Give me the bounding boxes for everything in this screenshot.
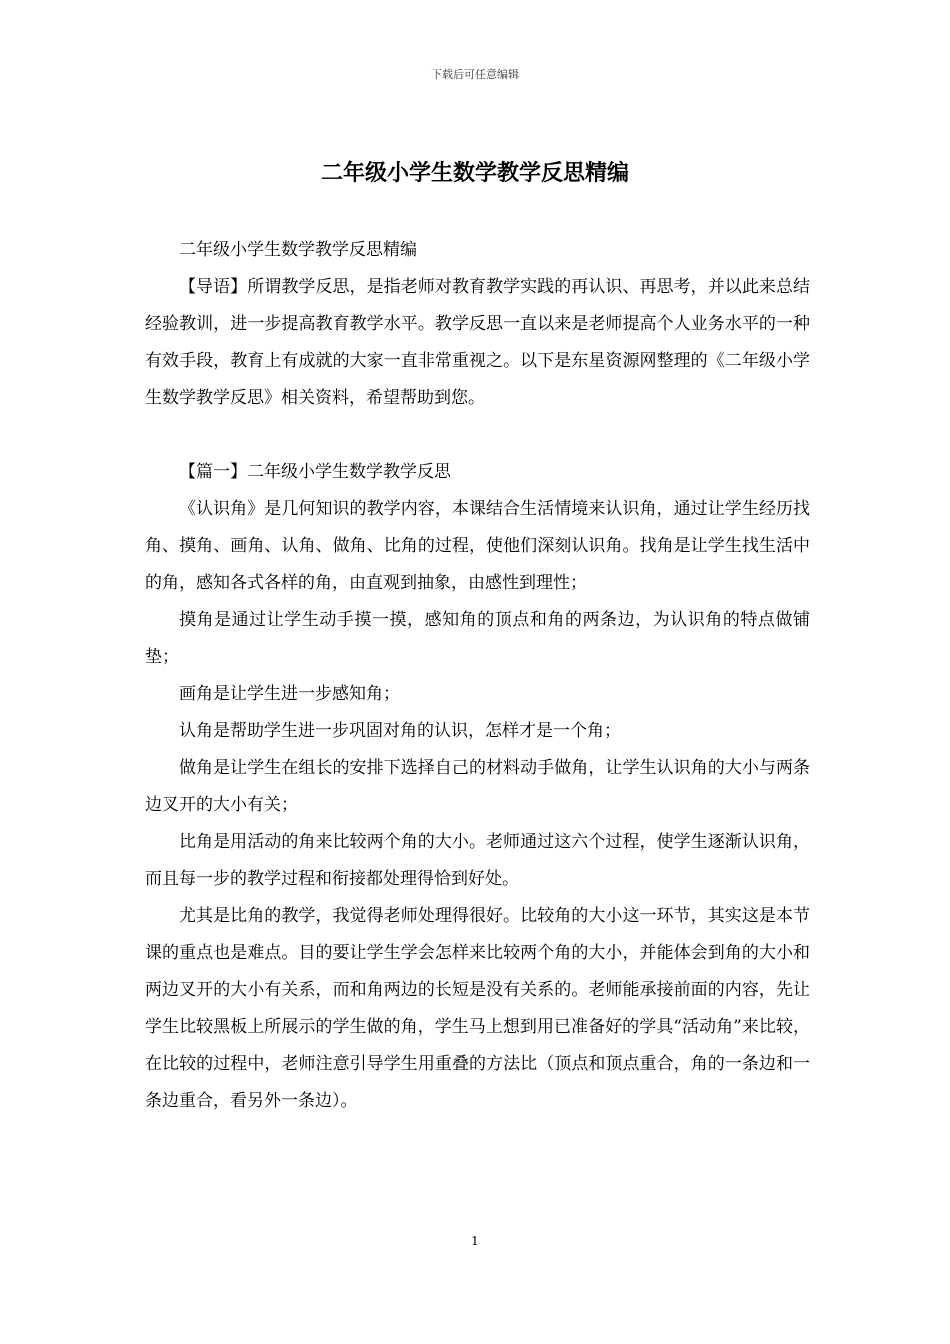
paragraph-intro: 【导语】所谓教学反思，是指老师对教育教学实践的再认识、再思考，并以此来总结经验教训，进一步提高教育教学水平。教学反思一直以来是老师提高个人业务水平的一种有效手段，教育上有成就的大家一直非常重视之。以下是东星资源网整理的《二年级小学生数学教学反思》相关资料，希望帮助到您。 (145, 277, 810, 408)
document-title: 二年级小学生数学教学反思精编 (320, 161, 629, 186)
paragraph: 做角是让学生在组长的安排下选择自己的材料动手做角，让学生认识角的大小与两条边叉开的大小有关； (145, 758, 810, 815)
document-body (145, 232, 810, 1120)
paragraph: 《认识角》是几何知识的教学内容，本课结合生活情境来认识角，通过让学生经历找角、摸角、画角、认角、做角、比角的过程，使他们深刻认识角。找角是让学生找生活中的角，感知各式各样的角，由直观到抽象，由感性到理性； (145, 499, 810, 593)
paragraph: 摸角是通过让学生动手摸一摸，感知角的顶点和角的两条边，为认识角的特点做铺垫； (145, 610, 810, 667)
page-header-note: 下载后可任意编辑 (431, 68, 519, 81)
paragraph: 画角是让学生进一步感知角； (179, 684, 400, 704)
paragraph-subtitle: 二年级小学生数学教学反思精编 (179, 240, 417, 260)
page-number: 1 (471, 1234, 479, 1248)
paragraph: 比角是用活动的角来比较两个角的大小。老师通过这六个过程，使学生逐渐认识角，而且每一步的教学过程和衔接都处理得恰到好处。 (145, 832, 810, 889)
paragraph: 认角是帮助学生进一步巩固对角的认识，怎样才是一个角； (179, 721, 621, 741)
paragraph: 尤其是比角的教学，我觉得老师处理得很好。比较角的大小这一环节，其实这是本节课的重点也是难点。目的要让学生学会怎样来比较两个角的大小，并能体会到角的大小和两边叉开的大小有关系，而和角两边的长短是没有关系的。老师能承接前面的内容，先让学生比较黑板上所展示的学生做的角，学生马上想到用已准备好的学具“活动角”来比较，在比较的过程中，老师注意引导学生用重叠的方法比（顶点和顶点重合，角的一条边和一条边重合，看另外一条边）。 (145, 906, 810, 1111)
section-heading-part-one: 【篇一】二年级小学生数学教学反思 (179, 462, 451, 482)
